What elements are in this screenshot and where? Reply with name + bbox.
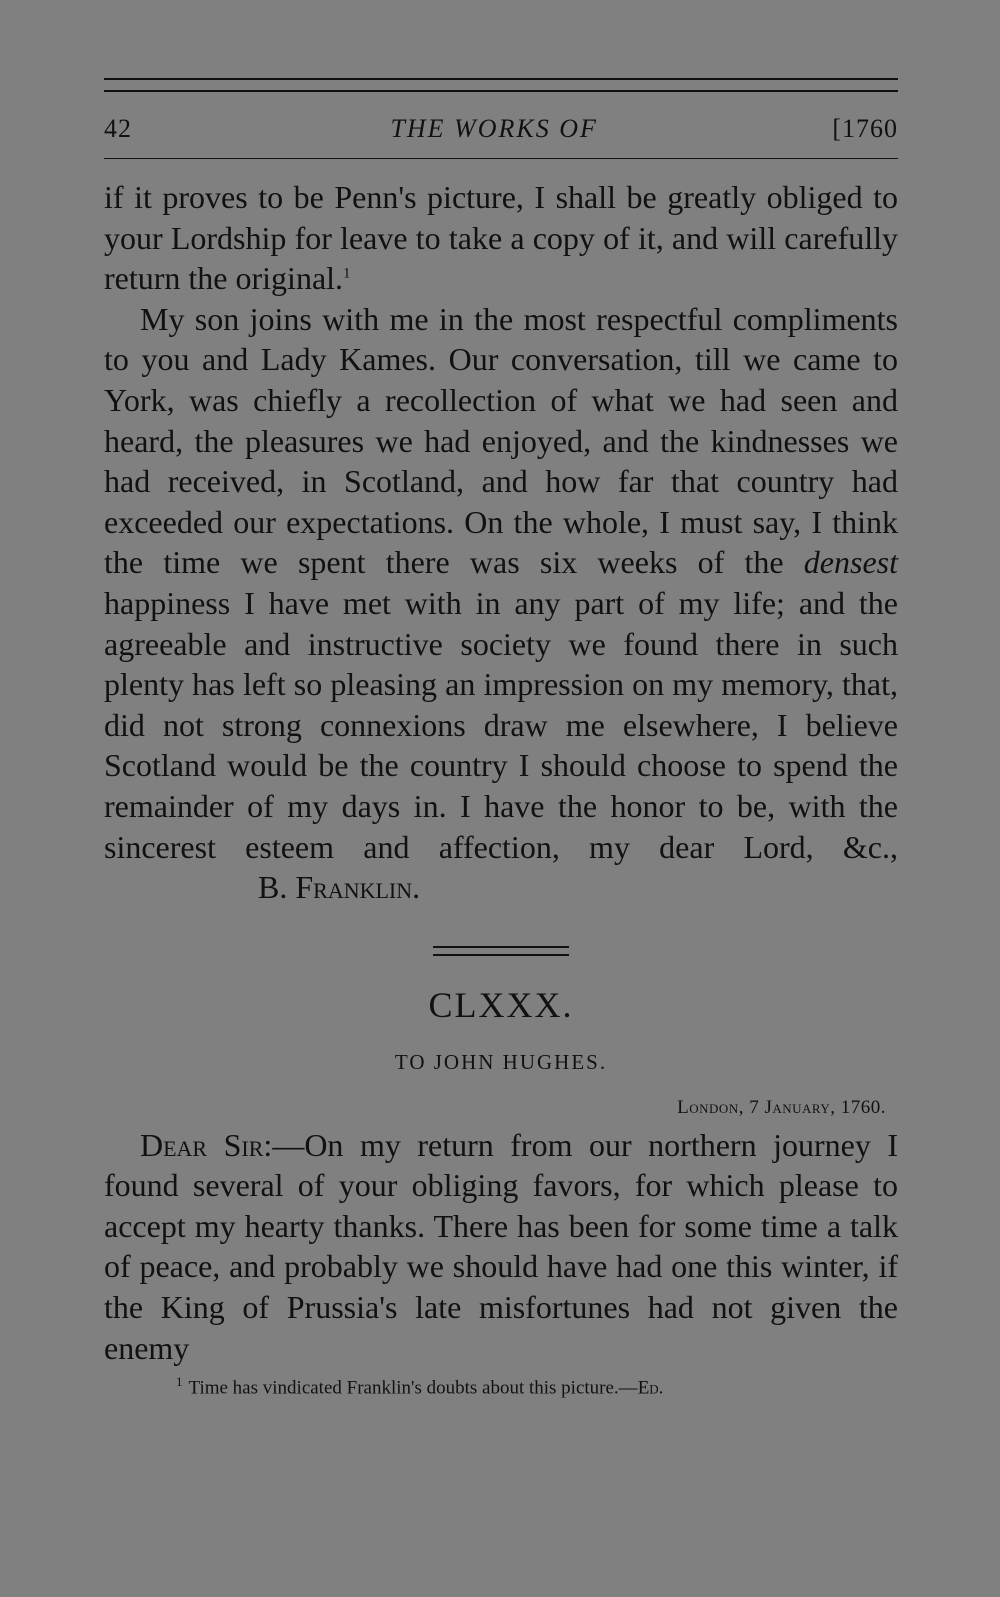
footnote-editor: Ed.: [637, 1377, 664, 1399]
footnote-text: Time has vindicated Franklin's doubts about this picture.—: [188, 1377, 638, 1399]
footnote: [104, 1374, 898, 1399]
signature: B. Franklin.: [258, 869, 421, 906]
page-number: 42: [104, 114, 132, 143]
header-rule: [104, 158, 898, 159]
book-page: [104, 78, 898, 1400]
letter-continuation: [104, 177, 898, 908]
letter-body: [104, 1125, 898, 1369]
paragraph-text: if it proves to be Penn's picture, I shall be greatly obliged to your Lordship for leave to take a copy of it, and will carefully return the original.: [104, 179, 898, 297]
paragraph-dear-sir: [104, 1125, 898, 1369]
paragraph-penn-picture: [104, 177, 898, 299]
paragraph-text: :—On my return from our northern journey I found several of your obliging favors, for which please to accept my hearty thanks. There has been for some time a talk of peace, and probably we should have had one this winter, if the King of Prussia's late misfortunes had not given the enemy: [104, 1126, 898, 1366]
letter-addressee: TO JOHN HUGHES.: [394, 1049, 608, 1074]
letter-dateline: London, 7 January, 1760.: [677, 1096, 886, 1118]
running-year: [1760: [832, 114, 898, 143]
paragraph-text: happiness I have met with in any part of my life; and the agreeable and instructive society we found there in such plenty has left so pleasing an impression on my memory, that, did not strong connexions draw me elsewhere, I believe Scotland would be the country I should choose to spend the remainder of my days in. I have the honor to be, with the sincerest esteem and affection, my dear Lord, &c.,: [104, 584, 898, 865]
running-title: THE WORKS OF: [390, 114, 598, 143]
running-head: [104, 114, 898, 144]
footnote-reference: 1: [343, 265, 351, 282]
footnote-mark: 1: [176, 1374, 183, 1390]
letter-number: CLXXX.: [428, 984, 574, 1025]
italic-word: densest: [803, 544, 898, 581]
top-rule: [104, 78, 898, 80]
salutation: Dear Sir: [140, 1126, 264, 1163]
paragraph-scotland: [104, 299, 898, 908]
section-divider: [433, 946, 569, 956]
paragraph-text: My son joins with me in the most respectful compliments to you and Lady Kames. Our conversation, till we came to York, was chiefly a recollection of what we had seen and heard, the pleasures we had enjoyed, and the kindnesses we had received, in Scotland, and how far that country had exceeded our expectations. On the whole, I must say, I think the time we spent there was six weeks of the: [104, 300, 898, 581]
top-rule-second: [104, 90, 898, 92]
